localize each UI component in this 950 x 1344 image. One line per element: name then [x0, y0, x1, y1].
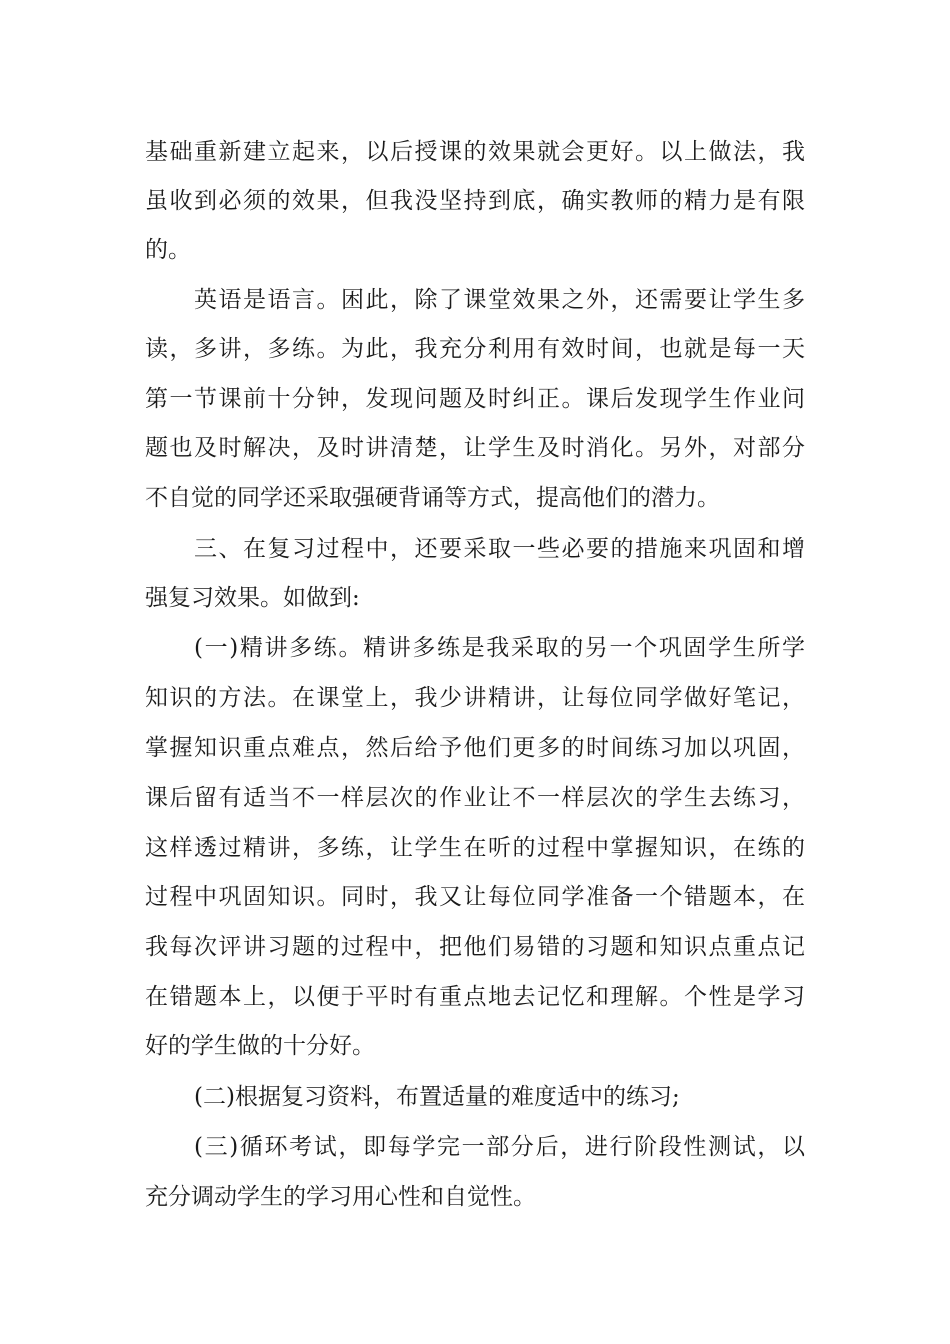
text-line: 第一节课前十分钟，发现问题及时纠正。课后发现学生作业问: [145, 386, 805, 412]
text-line: 英语是语言。困此，除了课堂效果之外，还需要让学生多: [194, 287, 805, 313]
text-line: (二)根据复习资料，布置适量的难度适中的练习;: [194, 1084, 680, 1110]
text-line: 过程中巩固知识。同时，我又让每位同学准备一个错题本，在: [145, 884, 805, 910]
text-line: 好的学生做的十分好。: [145, 1033, 375, 1059]
text-line: 知识的方法。在课堂上，我少讲精讲，让每位同学做好笔记，: [145, 685, 805, 711]
text-line: (三)循环考试，即每学完一部分后，进行阶段性测试，以: [194, 1134, 805, 1160]
text-line: 强复习效果。如做到:: [145, 585, 360, 611]
text-line: 题也及时解决，及时讲清楚，让学生及时消化。另外，对部分: [145, 435, 805, 461]
text-line: 我每次评讲习题的过程中，把他们易错的习题和知识点重点记: [145, 934, 805, 960]
text-line: 读，多讲，多练。为此，我充分利用有效时间，也就是每一天: [145, 336, 805, 362]
text-line: 在错题本上，以便于平时有重点地去记忆和理解。个性是学习: [145, 984, 805, 1010]
text-line: 掌握知识重点难点，然后给予他们更多的时间练习加以巩固，: [145, 735, 805, 761]
text-line: 虽收到必须的效果，但我没坚持到底，确实教师的精力是有限: [145, 188, 805, 214]
text-line: 不自觉的同学还采取强硬背诵等方式，提高他们的潜力。: [145, 485, 720, 511]
text-line: (一)精讲多练。精讲多练是我采取的另一个巩固学生所学: [194, 635, 805, 661]
text-line: 三、在复习过程中，还要采取一些必要的措施来巩固和增: [194, 536, 805, 562]
text-line: 的。: [145, 237, 191, 263]
text-line: 课后留有适当不一样层次的作业让不一样层次的学生去练习，: [145, 785, 805, 811]
text-line: 充分调动学生的学习用心性和自觉性。: [145, 1184, 536, 1210]
text-line: 基础重新建立起来，以后授课的效果就会更好。以上做法，我: [145, 139, 805, 165]
text-line: 这样透过精讲，多练，让学生在听的过程中掌握知识，在练的: [145, 835, 805, 861]
